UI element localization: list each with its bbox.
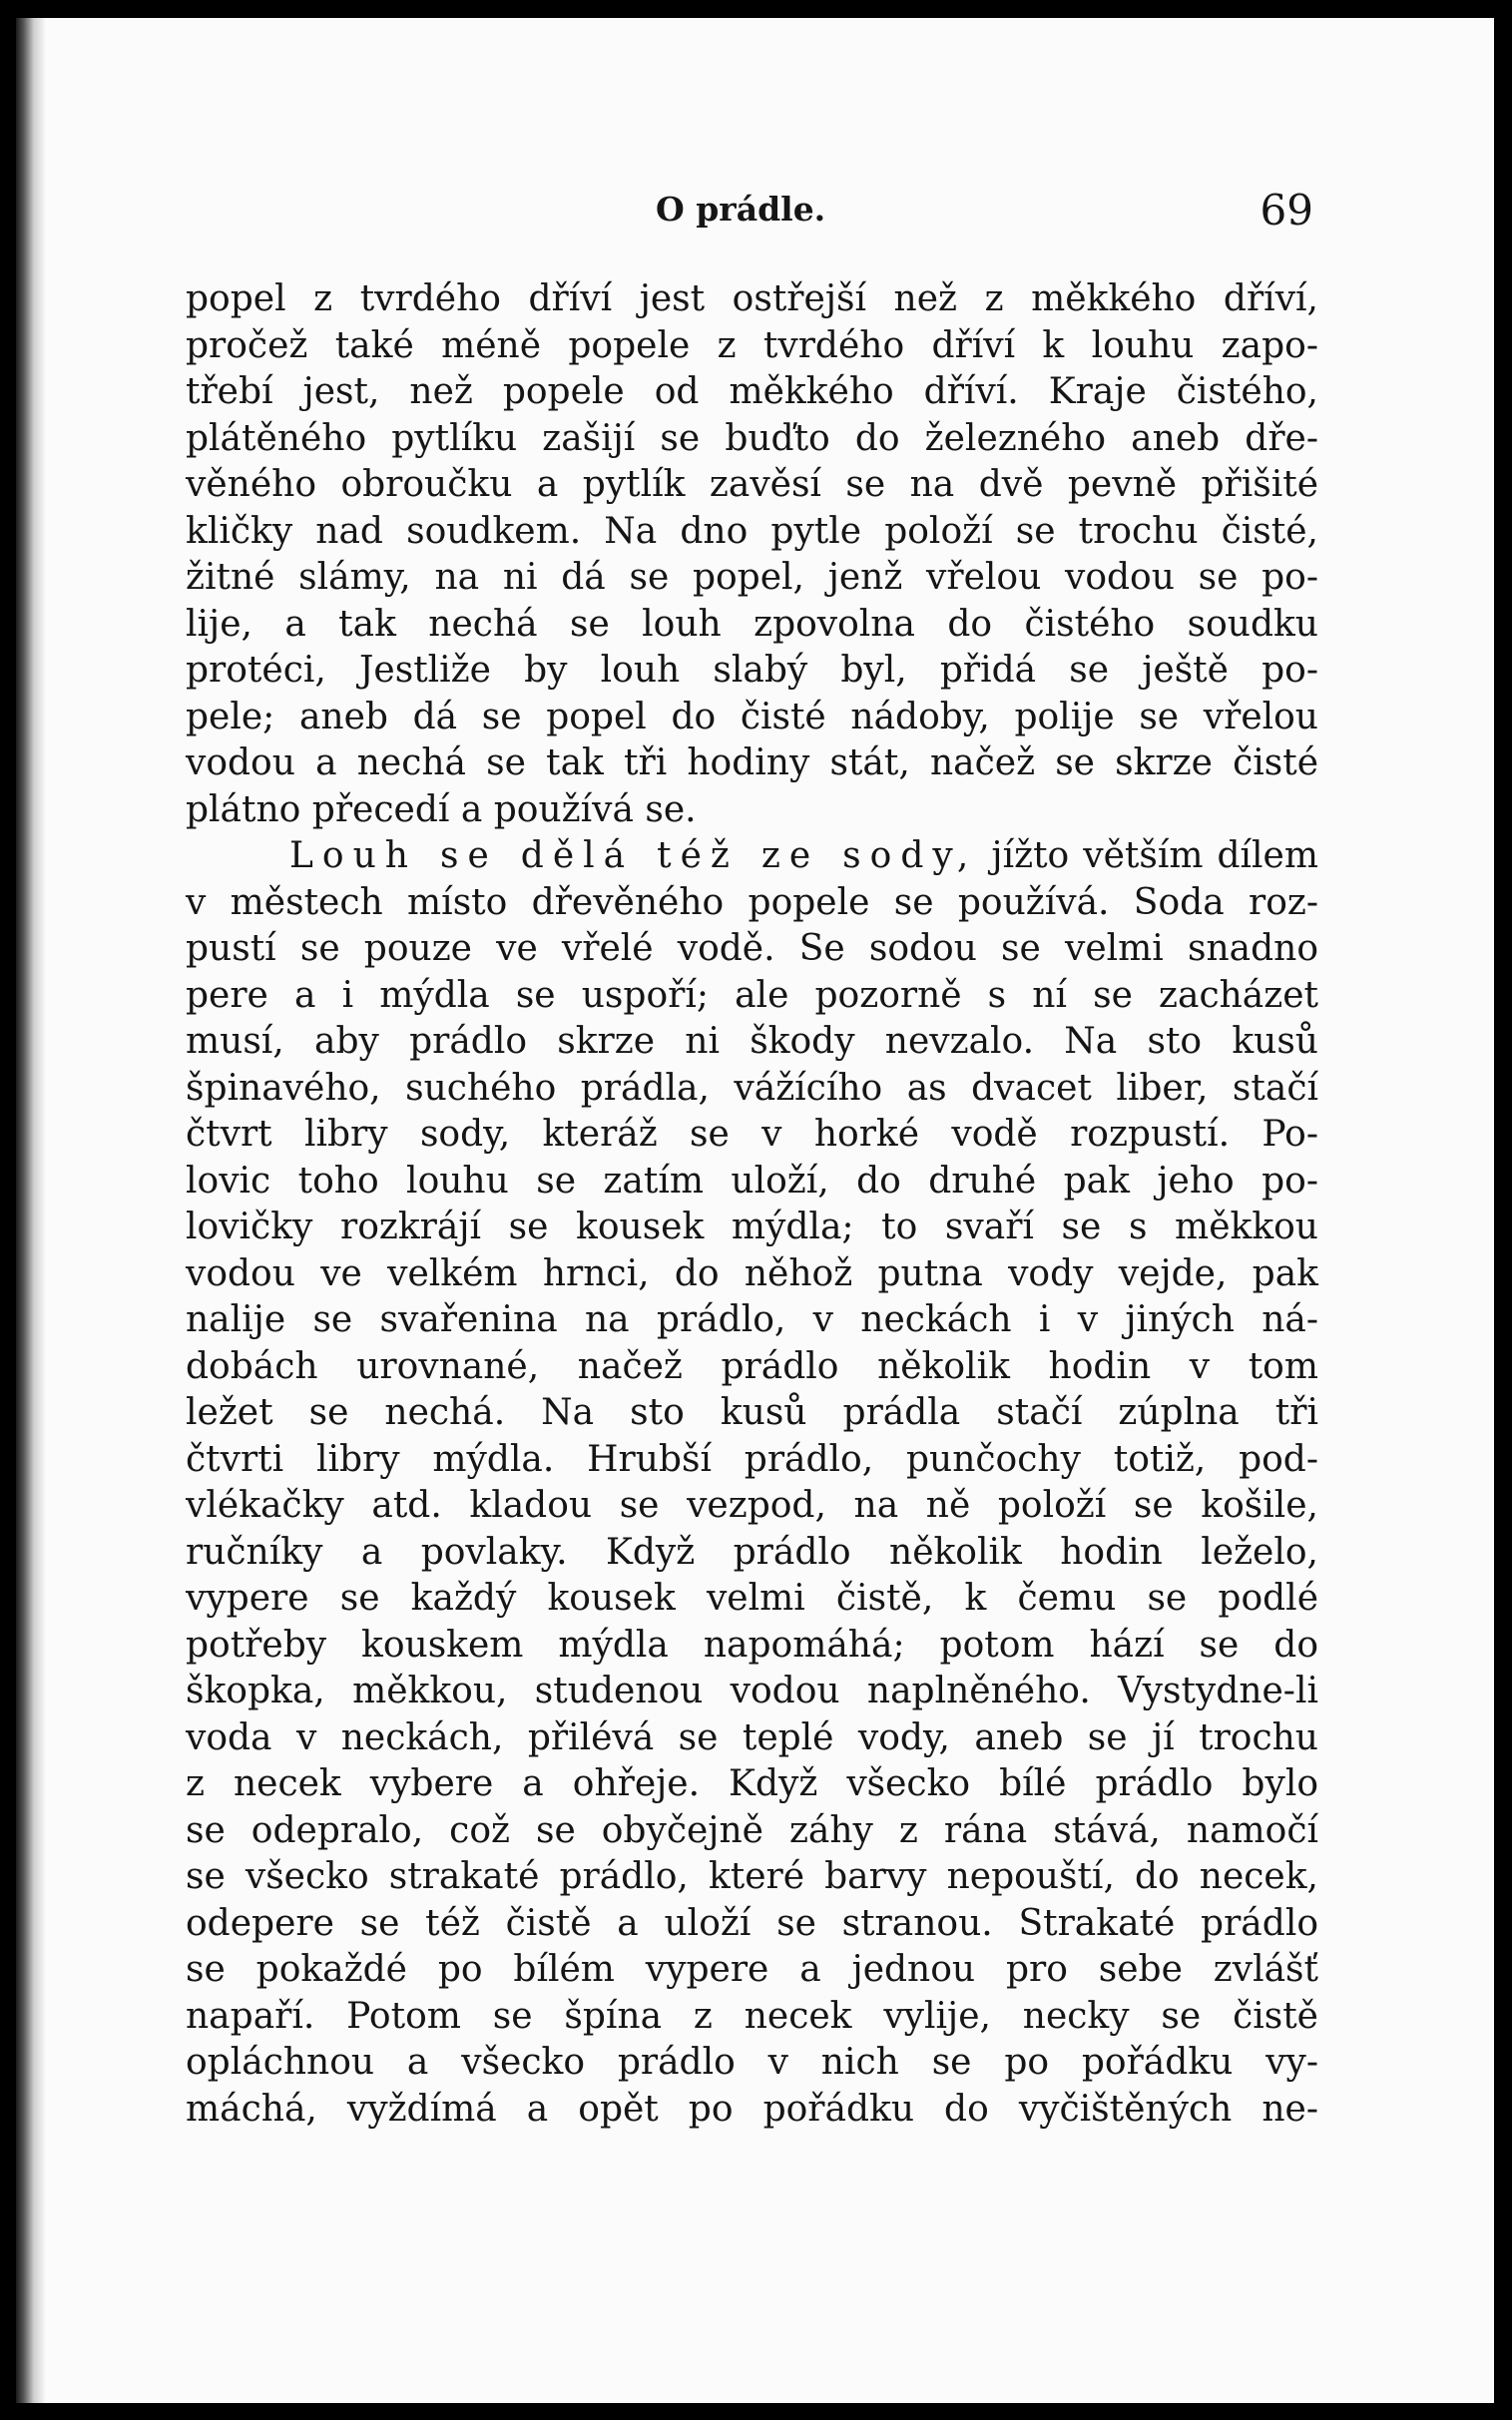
body-text bbox=[186, 276, 1318, 2133]
text-line: vypere se každý kousek velmi čistě, k čemu se podlé bbox=[186, 1578, 1318, 1619]
text-line: nalije se svařenina na prádlo, v neckách i v jiných ná- bbox=[186, 1299, 1318, 1340]
text-line: se všecko strakaté prádlo, které barvy nepouští, do necek, bbox=[186, 1856, 1318, 1897]
text-line: odepere se též čistě a uloží se stranou. Strakaté prádlo bbox=[186, 1902, 1318, 1944]
text-line: kličky nad soudkem. Na dno pytle položí se trochu čisté, bbox=[186, 510, 1318, 552]
text-line: v městech místo dřevěného popele se používá. Soda roz- bbox=[186, 881, 1318, 923]
text-line: plátěného pytlíku zašijí se buďto do železného aneb dře- bbox=[186, 417, 1318, 459]
text-line: lije, a tak nechá se louh zpovolna do čistého soudku bbox=[186, 603, 1318, 645]
text-line: škopka, měkkou, studenou vodou naplněného. Vystydne-li bbox=[186, 1671, 1318, 1711]
text-line: musí, aby prádlo skrze ni škody nevzalo. Na sto kusů bbox=[186, 1021, 1318, 1062]
page-header bbox=[195, 186, 1313, 245]
text-line: třebí jest, než popele od měkkého dříví. Kraje čistého, bbox=[186, 371, 1318, 412]
paragraph-1 bbox=[186, 276, 1318, 833]
text-line: vlékačky atd. kladou se vezpod, na ně položí se košile, bbox=[186, 1485, 1318, 1526]
emphasized-heading: Louh se dělá též ze sody, bbox=[289, 835, 978, 876]
text-line: máchá, vyždímá a opět po pořádku do vyčištěných ne- bbox=[186, 2088, 1318, 2130]
text-line: špinavého, suchého prádla, vážícího as dvacet liber, stačí bbox=[186, 1067, 1318, 1109]
text-line: ležet se nechá. Na sto kusů prádla stačí zúplna tři bbox=[186, 1392, 1318, 1433]
text-line: lovic toho louhu se zatím uloží, do druhé pak jeho po- bbox=[186, 1160, 1318, 1202]
text-fragment: jížto větším dílem bbox=[991, 835, 1318, 876]
text-line: pele; aneb dá se popel do čisté nádoby, polije se vřelou bbox=[186, 696, 1318, 737]
text-line: potřeby kouskem mýdla napomáhá; potom hází se do bbox=[186, 1624, 1318, 1666]
running-title: O prádle. bbox=[656, 190, 826, 229]
paragraph-2 bbox=[186, 833, 1318, 2133]
text-line: ručníky a povlaky. Když prádlo několik hodin leželo, bbox=[186, 1531, 1318, 1573]
text-line: plátno přecedí a používá se. bbox=[186, 788, 697, 830]
text-line: pustí se pouze ve vřelé vodě. Se sodou se velmi snadno bbox=[186, 928, 1318, 969]
text-line: se pokaždé po bílém vypere a jednou pro sebe zvlášť bbox=[186, 1949, 1318, 1990]
page-number: 69 bbox=[1260, 186, 1313, 235]
text-line: popel z tvrdého dříví jest ostřejší než z měkkého dříví, bbox=[186, 278, 1318, 319]
text-line: lovičky rozkrájí se kousek mýdla; to svaří se s měkkou bbox=[186, 1207, 1318, 1247]
book-spine-shadow bbox=[16, 18, 46, 2403]
text-line: vodou ve velkém hrnci, do něhož putna vody vejde, pak bbox=[186, 1252, 1318, 1294]
text-line: opláchnou a všecko prádlo v nich se po pořádku vy- bbox=[186, 2042, 1318, 2083]
text-line: žitné slámy, na ni dá se popel, jenž vřelou vodou se po- bbox=[186, 557, 1318, 598]
text-line: pročež také méně popele z tvrdého dříví k louhu zapo- bbox=[186, 324, 1318, 366]
paragraph-2-first-line bbox=[186, 833, 1318, 880]
text-line: se odepralo, což se obyčejně záhy z rána stává, namočí bbox=[186, 1809, 1318, 1851]
text-line: napaří. Potom se špína z necek vylije, necky se čistě bbox=[186, 1995, 1318, 2037]
text-line: věného obroučku a pytlík zavěsí se na dvě pevně přišité bbox=[186, 464, 1318, 505]
text-line: voda v neckách, přilévá se teplé vody, aneb se jí trochu bbox=[186, 1716, 1318, 1758]
text-line: čtvrti libry mýdla. Hrubší prádlo, punčochy totiž, pod- bbox=[186, 1438, 1318, 1480]
text-line: dobách urovnané, načež prádlo několik hodin v tom bbox=[186, 1345, 1318, 1387]
text-line: pere a i mýdla se uspoří; ale pozorně s ní se zacházet bbox=[186, 974, 1318, 1016]
text-line: vodou a nechá se tak tři hodiny stát, načež se skrze čisté bbox=[186, 742, 1318, 783]
text-line: čtvrt libry sody, kteráž se v horké vodě rozpustí. Po- bbox=[186, 1114, 1318, 1155]
text-line: z necek vybere a ohřeje. Když všecko bílé prádlo bylo bbox=[186, 1763, 1318, 1804]
text-line: protéci, Jestliže by louh slabý byl, přidá se ještě po- bbox=[186, 650, 1318, 691]
